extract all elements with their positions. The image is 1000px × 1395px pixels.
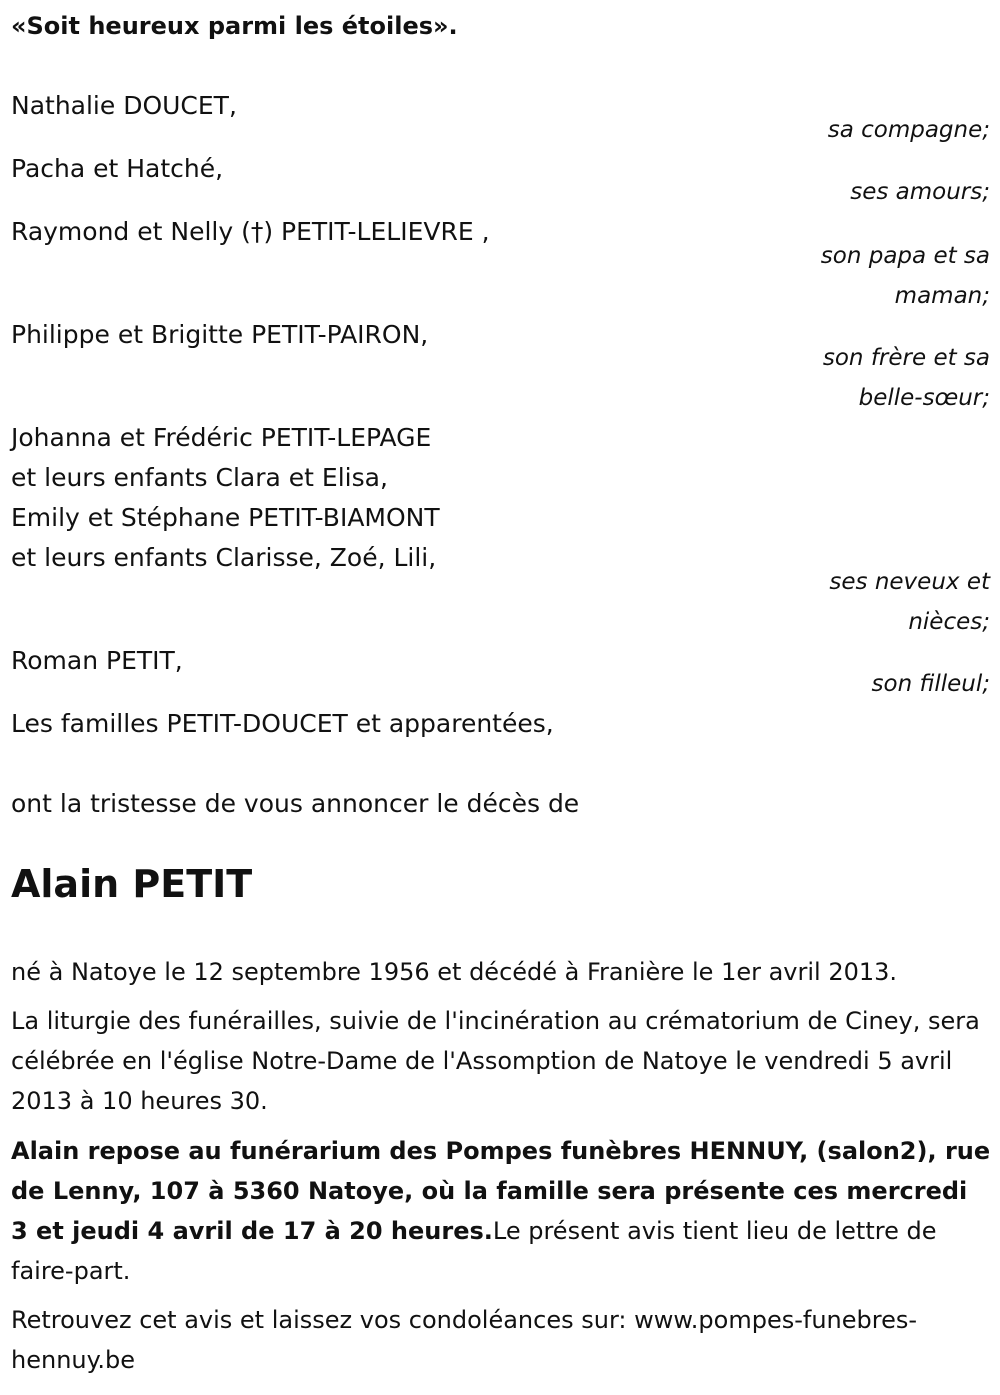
family-member-name: Emily et Stéphane PETIT-BIAMONT xyxy=(11,503,440,532)
family-member-name: Raymond et Nelly (†) PETIT-LELIEVRE , xyxy=(11,217,490,246)
family-member-relation: son papa et sa xyxy=(820,243,990,269)
family-member-relation: ses neveux et xyxy=(829,569,990,595)
family-member-name: Pacha et Hatché, xyxy=(11,154,224,183)
funerarium-paragraph xyxy=(11,1131,991,1291)
family-member-relation: ses amours; xyxy=(850,179,990,205)
funerarium-details: Alain repose au funérarium des Pompes funèbres HENNUY, (salon2), rue de Lenny, 107 à 5360 Natoye, où la famille sera présente ces mercredi 3 et jeudi 4 avril de 17 à 20 heures. xyxy=(11,1137,991,1245)
deceased-name: Alain PETIT xyxy=(11,862,253,906)
family-member-relation: son filleul; xyxy=(871,671,990,697)
liturgy-paragraph: La liturgie des funérailles, suivie de l'incinération au crématorium de Ciney, sera célébrée en l'église Notre-Dame de l'Assomption de Natoye le vendredi 5 avril 2013 à 10 heures 30. xyxy=(11,1007,980,1115)
family-member-name: Roman PETIT, xyxy=(11,646,183,675)
family-member-relation: nièces; xyxy=(908,609,990,635)
notice-text: Le présent avis tient lieu de lettre de faire-part. xyxy=(11,1217,937,1285)
family-member-relation: maman; xyxy=(894,283,990,309)
motto: «Soit heureux parmi les étoiles». xyxy=(11,12,458,40)
family-member-relation: belle-sœur; xyxy=(858,385,990,411)
family-member-name: Les familles PETIT-DOUCET et apparentées, xyxy=(11,709,554,738)
birth-death-paragraph: né à Natoye le 12 septembre 1956 et décédé à Franière le 1er avril 2013. xyxy=(11,958,898,986)
family-member-relation: son frère et sa xyxy=(822,345,990,371)
family-member-name: Johanna et Frédéric PETIT-LEPAGE xyxy=(11,423,432,452)
condolences-paragraph: Retrouvez cet avis et laissez vos condoléances sur: www.pompes-funebres-hennuy.be xyxy=(11,1306,918,1374)
family-member-name: et leurs enfants Clarisse, Zoé, Lili, xyxy=(11,543,437,572)
family-member-relation: sa compagne; xyxy=(827,117,990,143)
family-member-name: Philippe et Brigitte PETIT-PAIRON, xyxy=(11,320,429,349)
family-member-name: et leurs enfants Clara et Elisa, xyxy=(11,463,388,492)
family-member-name: Nathalie DOUCET, xyxy=(11,91,237,120)
announcement-text: ont la tristesse de vous annoncer le décès de xyxy=(11,789,580,818)
